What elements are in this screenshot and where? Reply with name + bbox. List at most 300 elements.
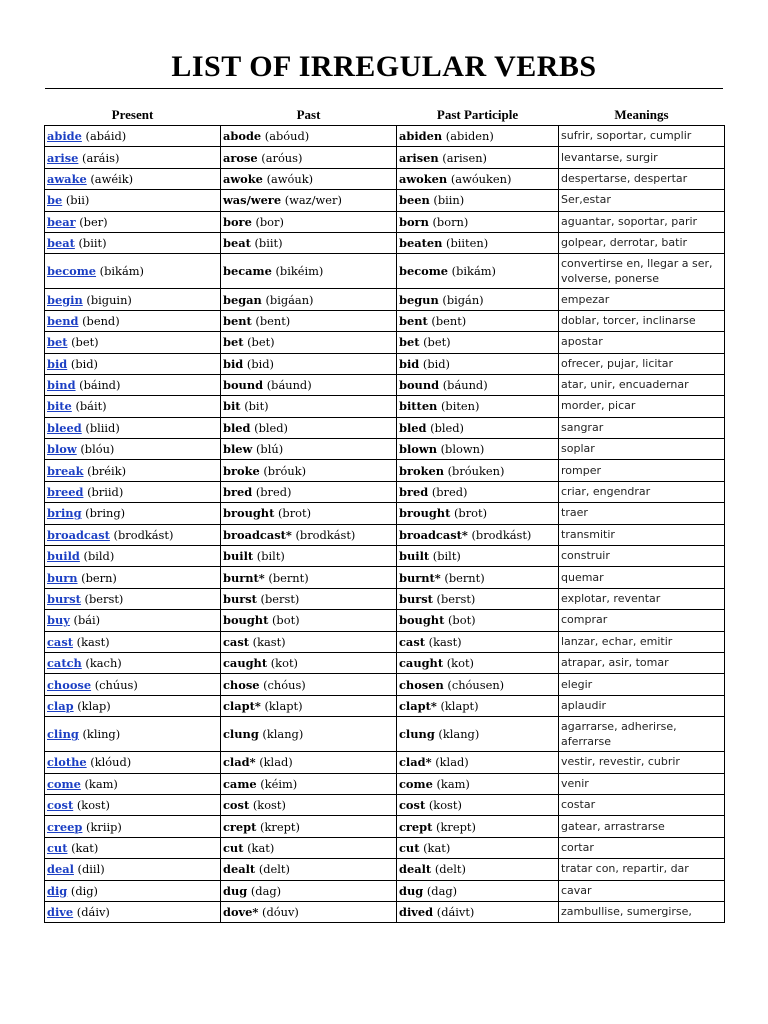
past-cell <box>221 695 397 716</box>
meaning-cell: transmitir <box>559 524 725 545</box>
past-participle-pronunciation: (brot) <box>453 506 488 521</box>
past-cell <box>221 353 397 374</box>
meaning-cell: ofrecer, pujar, licitar <box>559 353 725 374</box>
present-pronunciation: (kach) <box>85 656 122 671</box>
past-form: dealt <box>223 862 256 877</box>
title-divider <box>45 88 723 89</box>
past-form: clung <box>223 727 259 742</box>
header-past-participle: Past Participle <box>436 106 519 122</box>
meaning-cell: aplaudir <box>559 695 725 716</box>
past-participle-pronunciation: (bid) <box>422 356 451 371</box>
page-title: LIST OF IRREGULAR VERBS <box>171 50 597 83</box>
past-form: became <box>223 264 272 279</box>
past-cell <box>221 524 397 545</box>
table-row <box>45 503 725 524</box>
past-participle-cell <box>397 168 559 189</box>
past-participle-pronunciation: (brodkást) <box>471 527 532 542</box>
past-participle-cell <box>397 695 559 716</box>
present-pronunciation: (kam) <box>84 776 118 791</box>
verb-link[interactable]: become <box>47 264 97 279</box>
present-pronunciation: (bliid) <box>85 420 120 435</box>
past-pronunciation: (bróuk) <box>263 463 307 478</box>
present-pronunciation: (klap) <box>77 698 111 713</box>
verb-link[interactable]: creep <box>47 819 83 834</box>
present-cell <box>45 439 221 460</box>
verb-link[interactable]: bet <box>47 335 68 350</box>
present-cell <box>45 794 221 815</box>
past-cell <box>221 396 397 417</box>
present-cell <box>45 460 221 481</box>
past-form: abode <box>223 129 262 144</box>
header-meanings: Meanings <box>614 106 669 122</box>
present-pronunciation: (kast) <box>76 634 110 649</box>
present-pronunciation: (bern) <box>81 570 117 585</box>
past-participle-form: chosen <box>399 677 444 692</box>
present-cell <box>45 503 221 524</box>
present-cell <box>45 859 221 880</box>
past-form: bid <box>223 356 244 371</box>
verb-link[interactable]: arise <box>47 150 79 165</box>
past-pronunciation: (bred) <box>255 485 292 500</box>
past-cell <box>221 546 397 567</box>
meaning-cell: atrapar, asir, tomar <box>559 652 725 673</box>
past-participle-cell <box>397 631 559 652</box>
past-form: burst <box>223 592 257 606</box>
meaning-cell: comprar <box>559 610 725 631</box>
present-pronunciation: (briid) <box>87 485 124 500</box>
meaning-cell: costar <box>559 794 725 815</box>
past-participle-cell <box>397 524 559 545</box>
past-cell <box>221 752 397 773</box>
present-pronunciation: (bend) <box>82 313 120 328</box>
past-participle-cell <box>397 652 559 673</box>
past-participle-pronunciation: (biten) <box>440 399 480 414</box>
past-form: bet <box>223 335 244 350</box>
meaning-cell: despertarse, despertar <box>559 168 725 189</box>
meaning-cell: morder, picar <box>559 396 725 417</box>
past-participle-form: bitten <box>399 399 438 414</box>
past-pronunciation: (kat) <box>247 840 275 855</box>
present-pronunciation: (aráis) <box>82 150 120 165</box>
past-pronunciation: (bid) <box>246 356 275 371</box>
past-pronunciation: (bor) <box>255 214 284 229</box>
present-cell <box>45 674 221 695</box>
verb-link[interactable]: dig <box>47 883 68 898</box>
past-pronunciation: (abóud) <box>264 129 310 144</box>
meaning-cell: zambullise, sumergirse, <box>559 901 725 922</box>
verb-link[interactable]: cost <box>47 798 74 813</box>
past-participle-form: burnt* <box>399 570 441 585</box>
past-form: brought <box>223 506 275 521</box>
table-row <box>45 610 725 631</box>
past-cell <box>221 503 397 524</box>
table-row <box>45 717 725 752</box>
table-row <box>45 417 725 438</box>
past-pronunciation: (bled) <box>254 420 288 435</box>
table-row <box>45 752 725 773</box>
past-participle-pronunciation: (born) <box>432 214 469 229</box>
past-participle-form: dug <box>399 883 424 898</box>
present-cell <box>45 168 221 189</box>
verb-link[interactable]: buy <box>47 613 70 628</box>
verb-link[interactable]: cast <box>47 634 73 649</box>
verb-link[interactable]: clothe <box>47 755 87 770</box>
present-cell <box>45 396 221 417</box>
table-row <box>45 396 725 417</box>
past-form: burnt* <box>223 570 265 585</box>
meaning-cell: traer <box>559 503 725 524</box>
verb-link[interactable]: bleed <box>47 420 82 435</box>
verb-link[interactable]: breed <box>47 485 84 500</box>
meaning-cell: agarrarse, adherirse, aferrarse <box>559 717 725 752</box>
verb-link[interactable]: cling <box>47 727 79 742</box>
present-cell <box>45 880 221 901</box>
past-participle-pronunciation: (bent) <box>431 313 467 328</box>
past-participle-cell <box>397 332 559 353</box>
past-form: bit <box>223 399 241 414</box>
past-participle-pronunciation: (dáivt) <box>436 905 475 920</box>
present-pronunciation: (bikám) <box>99 264 144 279</box>
present-cell <box>45 901 221 922</box>
past-cell <box>221 310 397 331</box>
past-participle-pronunciation: (kost) <box>428 798 462 813</box>
present-cell <box>45 631 221 652</box>
past-participle-pronunciation: (klad) <box>435 755 469 770</box>
past-participle-pronunciation: (klapt) <box>440 698 479 713</box>
table-row <box>45 147 725 168</box>
past-participle-form: bound <box>399 378 440 393</box>
past-participle-form: been <box>399 193 430 208</box>
verb-link[interactable]: be <box>47 193 63 208</box>
table-row <box>45 190 725 211</box>
past-participle-pronunciation: (abiden) <box>445 129 494 144</box>
meaning-cell: vestir, revestir, cubrir <box>559 752 725 773</box>
past-cell <box>221 417 397 438</box>
verb-link[interactable]: abide <box>47 129 82 144</box>
past-form: arose <box>223 150 258 165</box>
table-row <box>45 481 725 502</box>
past-participle-cell <box>397 880 559 901</box>
past-participle-pronunciation: (bred) <box>431 485 468 500</box>
present-cell <box>45 353 221 374</box>
past-form: caught <box>223 656 268 671</box>
past-cell <box>221 588 397 609</box>
meaning-cell: criar, engendrar <box>559 481 725 502</box>
table-row <box>45 652 725 673</box>
past-form: blew <box>223 442 253 457</box>
present-pronunciation: (chúus) <box>94 677 138 692</box>
past-participle-form: beaten <box>399 236 443 251</box>
past-pronunciation: (awóuk) <box>266 171 314 186</box>
meaning-cell: golpear, derrotar, batir <box>559 232 725 253</box>
past-participle-form: built <box>399 549 430 564</box>
past-pronunciation: (brot) <box>277 506 312 521</box>
past-participle-cell <box>397 717 559 752</box>
past-participle-cell <box>397 211 559 232</box>
present-cell <box>45 332 221 353</box>
present-cell <box>45 254 221 289</box>
present-pronunciation: (kost) <box>76 798 110 813</box>
table-row <box>45 332 725 353</box>
meaning-cell: tratar con, repartir, dar <box>559 859 725 880</box>
table-row <box>45 232 725 253</box>
past-participle-cell <box>397 837 559 858</box>
meaning-cell: cavar <box>559 880 725 901</box>
past-participle-pronunciation: (báund) <box>442 378 488 393</box>
present-pronunciation: (berst) <box>84 592 124 606</box>
table-row <box>45 546 725 567</box>
past-pronunciation: (waz/wer) <box>284 193 342 208</box>
past-cell <box>221 332 397 353</box>
past-cell <box>221 211 397 232</box>
past-participle-cell <box>397 503 559 524</box>
past-cell <box>221 289 397 310</box>
meaning-cell: gatear, arrastrarse <box>559 816 725 837</box>
past-pronunciation: (bigáan) <box>265 292 314 307</box>
past-form: bought <box>223 613 269 628</box>
past-participle-cell <box>397 816 559 837</box>
past-form: bore <box>223 214 252 229</box>
past-form: was/were <box>223 193 282 208</box>
past-participle-cell <box>397 546 559 567</box>
past-pronunciation: (aróus) <box>261 150 303 165</box>
table-row <box>45 631 725 652</box>
verb-link[interactable]: bid <box>47 356 68 371</box>
table-row <box>45 524 725 545</box>
past-participle-form: broadcast* <box>399 527 468 542</box>
past-participle-pronunciation: (bikám) <box>451 264 496 279</box>
header-past: Past <box>296 106 321 122</box>
present-cell <box>45 752 221 773</box>
past-participle-cell <box>397 289 559 310</box>
past-participle-form: begun <box>399 292 439 307</box>
table-row <box>45 439 725 460</box>
past-participle-form: clapt* <box>399 698 437 713</box>
past-pronunciation: (berst) <box>260 592 300 606</box>
past-form: bred <box>223 485 253 500</box>
past-pronunciation: (báund) <box>266 378 312 393</box>
past-participle-form: bred <box>399 485 429 500</box>
present-pronunciation: (biit) <box>78 236 107 251</box>
present-pronunciation: (bild) <box>83 549 115 564</box>
past-form: clapt* <box>223 698 261 713</box>
verb-link[interactable]: beat <box>47 236 75 251</box>
past-participle-form: abiden <box>399 129 443 144</box>
past-participle-cell <box>397 417 559 438</box>
present-pronunciation: (bii) <box>65 193 90 208</box>
past-participle-pronunciation: (bróuken) <box>447 463 505 478</box>
meaning-cell: sufrir, soportar, cumplir <box>559 126 725 147</box>
present-cell <box>45 610 221 631</box>
present-pronunciation: (klóud) <box>90 755 132 770</box>
past-form: built <box>223 549 254 564</box>
past-participle-form: clung <box>399 727 435 742</box>
past-participle-pronunciation: (kast) <box>428 634 462 649</box>
verbs-table <box>44 104 725 923</box>
past-cell <box>221 254 397 289</box>
past-participle-cell <box>397 752 559 773</box>
present-pronunciation: (bid) <box>70 356 99 371</box>
verb-link[interactable]: catch <box>47 656 82 671</box>
table-row <box>45 859 725 880</box>
table-row <box>45 901 725 922</box>
past-participle-pronunciation: (klang) <box>438 727 480 742</box>
past-participle-cell <box>397 460 559 481</box>
table-row <box>45 254 725 289</box>
present-pronunciation: (kling) <box>82 727 121 742</box>
past-participle-pronunciation: (biin) <box>433 193 465 208</box>
past-participle-form: crept <box>399 819 433 834</box>
present-pronunciation: (diil) <box>77 862 105 877</box>
past-participle-form: broken <box>399 463 444 478</box>
verb-link[interactable]: break <box>47 463 84 478</box>
past-cell <box>221 190 397 211</box>
past-cell <box>221 610 397 631</box>
past-form: beat <box>223 236 251 251</box>
past-pronunciation: (klad) <box>259 755 293 770</box>
verb-link[interactable]: clap <box>47 698 74 713</box>
present-pronunciation: (abáid) <box>85 129 127 144</box>
past-cell <box>221 232 397 253</box>
past-participle-form: become <box>399 264 449 279</box>
present-cell <box>45 773 221 794</box>
present-pronunciation: (dáiv) <box>76 905 110 920</box>
present-pronunciation: (bring) <box>85 506 126 521</box>
past-form: came <box>223 776 257 791</box>
past-form: cut <box>223 840 244 855</box>
past-pronunciation: (kot) <box>270 656 298 671</box>
past-pronunciation: (bikéim) <box>275 264 324 279</box>
verb-link[interactable]: cut <box>47 840 68 855</box>
past-participle-cell <box>397 901 559 922</box>
past-participle-pronunciation: (krept) <box>436 819 476 834</box>
past-participle-pronunciation: (kot) <box>446 656 474 671</box>
past-participle-pronunciation: (bigán) <box>442 292 484 307</box>
past-pronunciation: (biit) <box>254 236 283 251</box>
past-participle-pronunciation: (awóuken) <box>450 171 512 186</box>
verb-link[interactable]: bring <box>47 506 82 521</box>
past-cell <box>221 816 397 837</box>
past-pronunciation: (bot) <box>271 613 300 628</box>
past-participle-form: arisen <box>399 150 439 165</box>
past-participle-pronunciation: (arisen) <box>442 150 487 165</box>
past-participle-cell <box>397 794 559 815</box>
present-cell <box>45 481 221 502</box>
verb-link[interactable]: awake <box>47 171 87 186</box>
verb-link[interactable]: bear <box>47 214 76 229</box>
meaning-cell: venir <box>559 773 725 794</box>
verb-link[interactable]: begin <box>47 292 83 307</box>
present-pronunciation: (bái) <box>73 613 101 628</box>
present-cell <box>45 717 221 752</box>
verb-link[interactable]: come <box>47 776 81 791</box>
verb-link[interactable]: bend <box>47 313 79 328</box>
past-pronunciation: (bilt) <box>256 549 285 564</box>
past-participle-form: bid <box>399 356 420 371</box>
past-participle-cell <box>397 190 559 211</box>
present-cell <box>45 816 221 837</box>
meaning-cell: levantarse, surgir <box>559 147 725 168</box>
past-pronunciation: (kéim) <box>260 776 298 791</box>
verb-link[interactable]: broadcast <box>47 527 110 542</box>
header-present: Present <box>111 106 154 122</box>
table-row <box>45 695 725 716</box>
present-pronunciation: (dig) <box>70 883 99 898</box>
present-pronunciation: (brodkást) <box>113 527 174 542</box>
verb-link[interactable]: burst <box>47 592 81 606</box>
verb-link[interactable]: blow <box>47 442 77 457</box>
verb-link[interactable]: bind <box>47 378 76 393</box>
verb-link[interactable]: deal <box>47 862 74 877</box>
present-cell <box>45 837 221 858</box>
past-participle-pronunciation: (bilt) <box>432 549 461 564</box>
verb-link[interactable]: dive <box>47 905 74 920</box>
past-participle-cell <box>397 588 559 609</box>
past-pronunciation: (krept) <box>260 819 300 834</box>
table-row <box>45 880 725 901</box>
past-form: began <box>223 292 262 307</box>
table-row <box>45 773 725 794</box>
past-pronunciation: (bernt) <box>268 570 309 585</box>
past-form: dug <box>223 883 248 898</box>
verb-link[interactable]: bite <box>47 399 72 414</box>
present-pronunciation: (awéik) <box>90 171 134 186</box>
present-pronunciation: (kat) <box>71 840 99 855</box>
past-participle-form: bought <box>399 613 445 628</box>
verb-link[interactable]: choose <box>47 677 92 692</box>
table-row <box>45 353 725 374</box>
present-cell <box>45 567 221 588</box>
table-row <box>45 211 725 232</box>
present-cell <box>45 190 221 211</box>
present-cell <box>45 524 221 545</box>
verb-link[interactable]: burn <box>47 570 78 585</box>
table-row <box>45 310 725 331</box>
past-cell <box>221 901 397 922</box>
past-form: bent <box>223 313 252 328</box>
past-participle-cell <box>397 374 559 395</box>
past-participle-pronunciation: (bet) <box>423 335 451 350</box>
table-row <box>45 816 725 837</box>
present-cell <box>45 417 221 438</box>
past-participle-cell <box>397 481 559 502</box>
past-cell <box>221 880 397 901</box>
table-row <box>45 794 725 815</box>
meaning-cell: convertirse en, llegar a ser, volverse, ponerse <box>559 254 725 289</box>
past-cell <box>221 147 397 168</box>
past-pronunciation: (delt) <box>258 862 290 877</box>
past-pronunciation: (klang) <box>262 727 304 742</box>
past-participle-pronunciation: (kat) <box>423 840 451 855</box>
past-form: awoke <box>223 171 263 186</box>
verb-link[interactable]: build <box>47 549 80 564</box>
past-participle-cell <box>397 254 559 289</box>
meaning-cell: soplar <box>559 439 725 460</box>
past-pronunciation: (dag) <box>250 883 282 898</box>
past-cell <box>221 481 397 502</box>
meaning-cell: sangrar <box>559 417 725 438</box>
table-row <box>45 126 725 147</box>
present-cell <box>45 374 221 395</box>
past-cell <box>221 773 397 794</box>
past-cell <box>221 567 397 588</box>
present-pronunciation: (biguin) <box>86 292 132 307</box>
present-cell <box>45 588 221 609</box>
past-participle-cell <box>397 773 559 794</box>
past-participle-pronunciation: (biiten) <box>446 236 489 251</box>
meaning-cell: Ser,estar <box>559 190 725 211</box>
past-participle-pronunciation: (bernt) <box>444 570 485 585</box>
